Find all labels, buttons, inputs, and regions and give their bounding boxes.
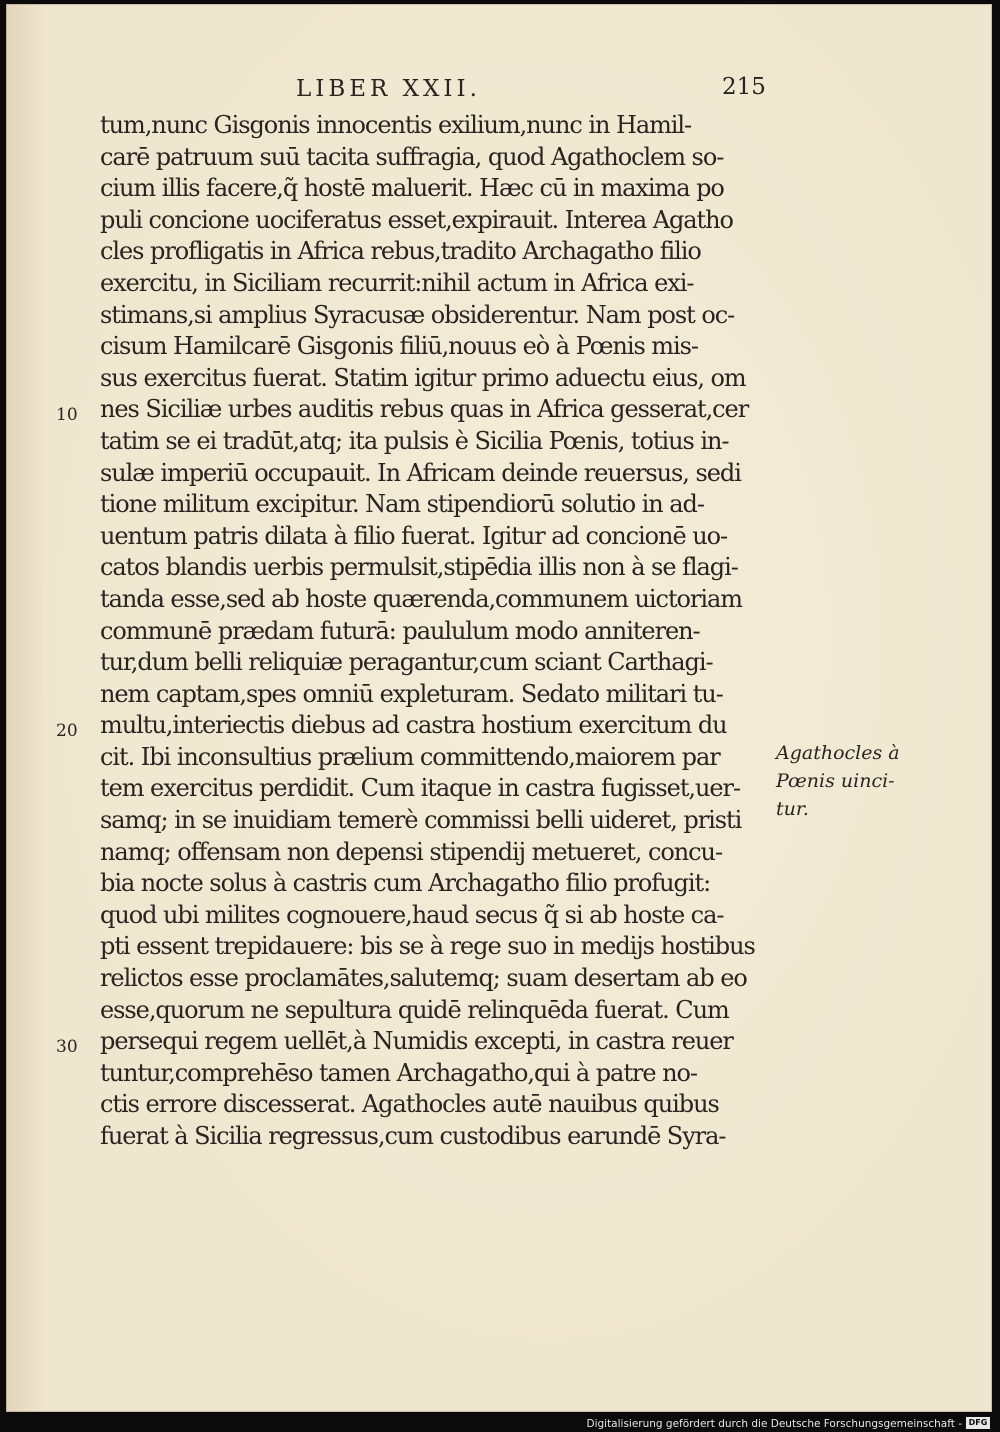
text-line: ctis errore discesserat. Agathocles autē nauibus quibus <box>100 1090 719 1119</box>
text-line: quod ubi milites cognouere,haud secus q̃ si ab hoste ca- <box>100 900 724 929</box>
text-line: sus exercitus fuerat. Statim igitur primo aduectu eius, om <box>100 363 746 392</box>
text-line: tuntur,comprehēso tamen Archagatho,qui à patre no- <box>100 1058 697 1087</box>
text-line: tione militum excipitur. Nam stipendiorū solutio in ad- <box>100 490 704 519</box>
book-page <box>6 4 992 1412</box>
line-number-10: 10 <box>56 405 78 425</box>
text-line: cit. Ibi inconsultius prælium committendo,maiorem par <box>100 742 720 771</box>
line-number-20: 20 <box>56 721 78 741</box>
text-line: fuerat à Sicilia regressus,cum custodibus earundē Syra- <box>100 1122 726 1150</box>
text-line: namq; offensam non depensi stipendij metueret, concu- <box>100 837 723 866</box>
running-title: LIBER XXII. <box>296 76 481 102</box>
text-line: tur,dum belli reliquiæ peragantur,cum sciant Carthagi- <box>100 648 713 677</box>
footer-credit: Digitalisierung gefördert durch die Deutsche Forschungsgemeinschaft - <box>586 1418 962 1430</box>
dfg-logo: DFG <box>966 1417 990 1429</box>
text-line: carē patruum suū tacita suffragia, quod Agathoclem so- <box>100 142 724 171</box>
text-line: stimans,si amplius Syracusæ obsiderentur. Nam post oc- <box>100 300 735 329</box>
text-line: tum,nunc Gisgonis innocentis exilium,nunc in Hamil- <box>100 111 692 139</box>
text-line: nem captam,spes omniū expleturam. Sedato militari tu- <box>100 679 723 708</box>
line-number-30: 30 <box>56 1037 78 1057</box>
text-line: samq; in se inuidiam temerè commissi belli uideret, pristi <box>100 806 742 835</box>
folio-number: 215 <box>722 74 766 100</box>
text-line: sulæ imperiū occupauit. In Africam deinde reuersus, sedi <box>100 458 741 487</box>
text-line: tatim se ei tradūt,atq; ita pulsis è Sicilia Pœnis, totius in- <box>100 426 729 455</box>
text-line: catos blandis uerbis permulsit,stipēdia illis non à se flagi- <box>100 553 738 582</box>
margin-note-line: Pœnis uinci- <box>776 770 895 792</box>
text-line: relictos esse proclamātes,salutemq; suam desertam ab eo <box>100 964 747 993</box>
text-line: pti essent trepidauere: bis se à rege suo in medijs hostibus <box>100 932 755 961</box>
text-line: cles profligatis in Africa rebus,tradito Archagatho filio <box>100 237 701 266</box>
text-line: communē prædam futurā: paululum modo anniteren- <box>100 616 700 645</box>
text-line: esse,quorum ne sepultura quidē relinquēda fuerat. Cum <box>100 995 729 1024</box>
text-line: multu,interiectis diebus ad castra hostium exercitum du <box>100 711 727 740</box>
margin-note <box>776 739 906 823</box>
body-text <box>100 110 770 1153</box>
text-line: tanda esse,sed ab hoste quærenda,communem uictoriam <box>100 584 742 613</box>
text-line: cisum Hamilcarē Gisgonis filiū,nouus eò à Pœnis mis- <box>100 332 698 361</box>
text-line: bia nocte solus à castris cum Archagatho filio profugit: <box>100 869 711 898</box>
margin-note-line: Agathocles à <box>776 742 900 764</box>
text-line: uentum patris dilata à filio fuerat. Igitur ad concionē uo- <box>100 521 728 550</box>
text-line: persequi regem uellēt,à Numidis excepti, in castra reuer <box>100 1027 733 1056</box>
text-line: cium illis facere,q̃ hostē maluerit. Hæc cū in maxima po <box>100 174 724 203</box>
text-line: nes Siciliæ urbes auditis rebus quas in Africa gesserat,cer <box>100 395 749 424</box>
text-line: exercitu, in Siciliam recurrit:nihil actum in Africa exi- <box>100 268 694 297</box>
text-line: tem exercitus perdidit. Cum itaque in castra fugisset,uer- <box>100 774 741 803</box>
margin-note-line: tur. <box>776 798 809 820</box>
text-line: puli concione uociferatus esset,expirauit. Interea Agatho <box>100 205 733 234</box>
